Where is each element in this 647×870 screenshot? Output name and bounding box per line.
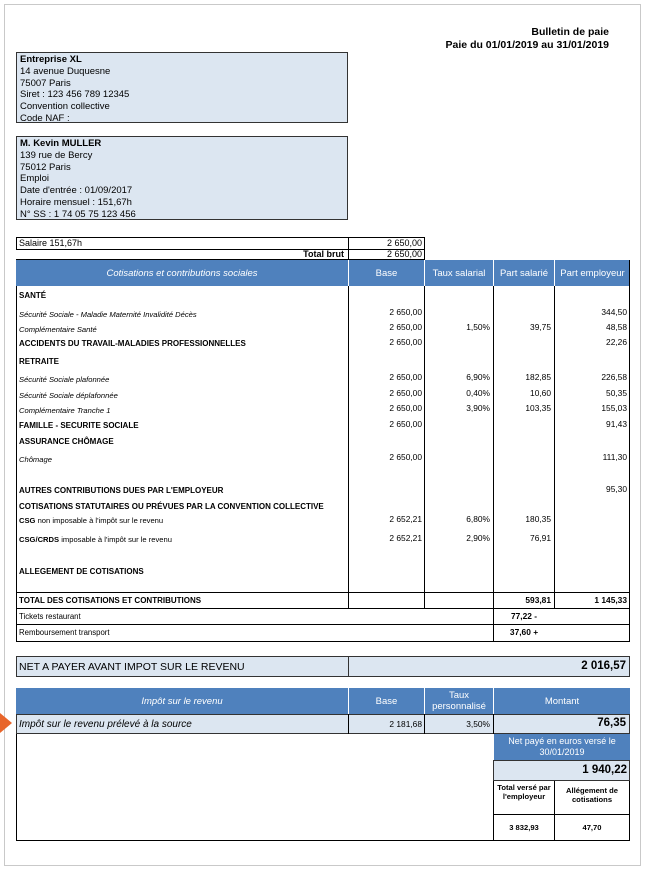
transport-label: Remboursement transport [19,628,110,637]
company-line: Convention collective [20,101,110,113]
net-label: NET A PAYER AVANT IMPOT SUR LE REVENU [19,661,245,673]
row-part-salarie: 10,60 [530,388,551,398]
row-part-salarie: 180,35 [525,514,551,524]
row-taux-salarial: 6,90% [466,372,490,382]
col-header-cotisations: Cotisations et contributions sociales [16,260,349,286]
allegement-value: 47,70 [582,823,602,832]
row-label [19,535,172,545]
total-part-employeur: 1 145,33 [594,595,627,605]
row-taux-salarial: 6,80% [466,514,490,524]
row-part-employeur: 48,58 [606,322,627,332]
row-part-salarie: 103,35 [525,403,551,413]
employee-line: N° SS : 1 74 05 75 123 456 [20,208,136,220]
row-part-employeur: 111,30 [602,452,627,462]
company-box [16,52,348,123]
row-label-bold: CSG [19,516,36,525]
net-paye-value: 1 940,22 [582,764,627,776]
row-part-salarie: 76,91 [530,533,551,543]
row-part-salarie: 39,75 [530,322,551,332]
row-label: SANTÉ [19,291,47,300]
row-label-rest: imposable à l'impôt sur le revenu [59,535,172,544]
row-base: 2 650,00 [389,419,422,429]
net-value-cell [349,656,630,677]
row-label: ASSURANCE CHÔMAGE [19,437,114,446]
row-label: Chômage [19,455,52,464]
tickets-restaurant-value: 77,22 - [510,611,538,621]
row-part-salarie: 182,85 [525,372,551,382]
employee-line: Emploi [20,173,50,185]
net-paye-header: Net payé en euros versé le 30/01/2019 [494,734,630,760]
row-base: 2 650,00 [389,372,422,382]
impot-taux: 3,50% [466,719,490,729]
row-part-employeur: 91,43 [606,419,627,429]
row-base: 2 650,00 [389,403,422,413]
pay-period: Paie du 01/01/2019 au 31/01/2019 [445,39,609,51]
row-label [19,516,163,526]
impot-header-label: Impôt sur le revenu [16,688,349,714]
document-header [446,26,609,52]
col-header-part-salarie: Part salarié [494,260,555,286]
total-verse-value: 3 832,93 [509,823,539,832]
company-line: 14 avenue Duquesne [20,65,111,77]
total-part-salarie: 593,81 [525,595,551,605]
document-title: Bulletin de paie [531,26,609,38]
row-part-employeur: 226,58 [601,372,627,382]
row-label: Complémentaire Santé [19,325,97,334]
row-part-employeur: 155,03 [601,403,627,413]
row-part-employeur: 344,50 [601,307,627,317]
company-line: Code NAF : [20,112,70,124]
salary-label: Salaire 151,67h [19,238,83,248]
employee-line: Horaire mensuel : 151,67h [20,196,132,208]
col-header-part-employeur: Part employeur [555,260,630,286]
row-part-employeur: 95,30 [606,484,627,494]
row-part-employeur: 22,26 [606,337,627,347]
employee-line: 75012 Paris [20,161,71,173]
row-label: Sécurité Sociale plafonnée [19,375,110,384]
row-label: RETRAITE [19,357,59,366]
employee-name: M. Kevin MULLER [20,138,102,149]
company-line: Siret : 123 456 789 12345 [20,89,130,101]
row-base: 2 650,00 [389,322,422,332]
row-base: 2 650,00 [389,388,422,398]
impot-label: Impôt sur le revenu prélevé à la source [19,719,192,730]
row-label-bold: CSG/CRDS [19,535,60,544]
col-header-taux: Taux salarial [425,260,494,286]
employee-box [16,136,348,220]
company-name: Entreprise XL [20,54,82,65]
row-base: 2 650,00 [389,452,422,462]
total-brut-label: Total brut [303,249,344,259]
row-label-rest: non imposable à l'impôt sur le revenu [35,516,164,525]
row-taux-salarial: 1,50% [466,322,490,332]
net-label-cell [16,656,349,677]
total-brut-value: 2 650,00 [386,249,422,259]
impot-montant: 76,35 [597,717,626,729]
row-label: FAMILLE - SECURITE SOCIALE [19,421,139,430]
employee-line: Date d'entrée : 01/09/2017 [20,185,133,197]
allegement-label: Allégement de cotisations [566,786,618,804]
row-label: Sécurité Sociale - Maladie Maternité Invalidité Décès [19,310,197,319]
row-label: AUTRES CONTRIBUTIONS DUES PAR L'EMPLOYEUR [19,486,224,495]
row-taux-salarial: 0,40% [466,388,490,398]
net-value: 2 016,57 [581,660,626,672]
row-base: 2 650,00 [389,307,422,317]
employee-line: 139 rue de Bercy [20,149,93,161]
row-base: 2 650,00 [389,337,422,347]
row-label: ALLEGEMENT DE COTISATIONS [19,567,144,576]
row-base: 2 652,21 [389,533,422,543]
row-label: COTISATIONS STATUTAIRES OU PRÉVUES PAR LA CONVENTION COLLECTIVE [19,502,324,511]
row-taux-salarial: 2,90% [466,533,490,543]
impot-header-taux: Taux personnalisé [425,688,494,714]
net-paye-cell [493,760,630,781]
salary-value: 2 650,00 [386,238,422,248]
row-label: Sécurité Sociale déplafonnée [19,391,118,400]
total-verse-label: Total versé par l'employeur [497,783,551,801]
impot-base: 2 181,68 [389,719,422,729]
row-label: ACCIDENTS DU TRAVAIL-MALADIES PROFESSIONNELLES [19,339,246,348]
impot-header-base: Base [349,688,425,714]
row-base: 2 652,21 [389,514,422,524]
company-line: 75007 Paris [20,77,71,89]
impot-header-montant: Montant [494,688,630,714]
tickets-restaurant-label: Tickets restaurant [19,612,81,621]
transport-value: 37,60 + [509,627,539,637]
arrow-pointer-icon [0,713,12,733]
row-taux-salarial: 3,90% [466,403,490,413]
row-part-employeur: 50,35 [606,388,627,398]
total-cotisations-label: TOTAL DES COTISATIONS ET CONTRIBUTIONS [19,596,202,605]
row-label: Complémentaire Tranche 1 [19,406,111,415]
col-header-base: Base [349,260,425,286]
